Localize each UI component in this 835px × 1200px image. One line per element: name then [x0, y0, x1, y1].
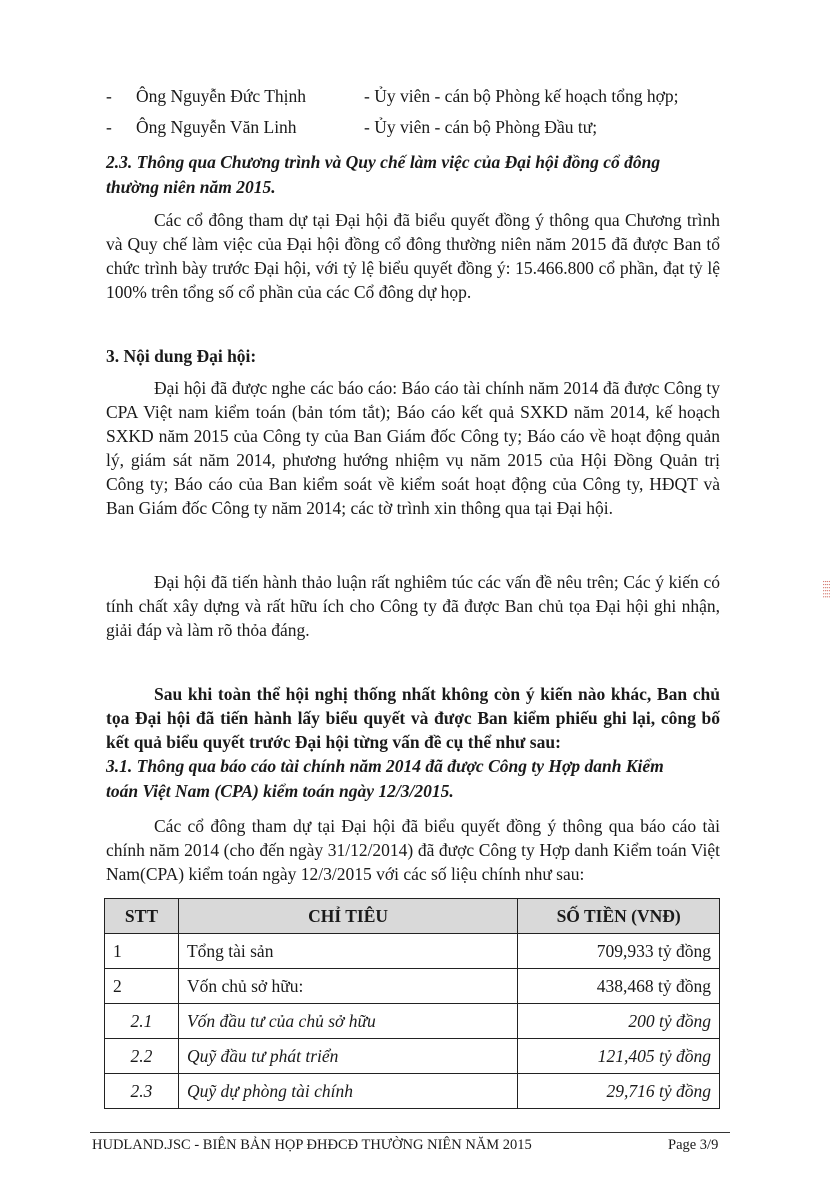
section-3-1-body: Các cổ đông tham dự tại Đại hội đã biểu quyết đồng ý thông qua báo cáo tài chính năm 2014 (cho đến ngày 31/12/2014) đã được Công ty Hợp danh Kiểm toán Việt Nam(CPA) kiểm toán ngày 12/3/2015 với các số liệu chính như sau: [106, 816, 720, 884]
row-indicator: Quỹ đầu tư phát triển [178, 1039, 517, 1074]
section-3-1-heading: 3.1. Thông qua báo cáo tài chính năm 2014 đã được Công ty Hợp danh Kiểm [106, 756, 664, 776]
header-amount: SỐ TIỀN (VNĐ) [518, 899, 720, 934]
section-3-para1: Đại hội đã được nghe các báo cáo: Báo cáo tài chính năm 2014 đã được Công ty CPA Việt nam kiểm toán (bản tóm tắt); Báo cáo kết quả SXKD năm 2014, kế hoạch SXKD năm 2015 của Công ty của Ban Giám đốc Công ty; Báo cáo về hoạt động quản lý, giám sát năm 2014, phương hướng nhiệm vụ năm 2015 của Hội Đồng Quản trị Công ty; Báo cáo của Ban kiểm soát về kiểm soát hoạt động của Công ty, HĐQT và Ban Giám đốc Công ty năm 2014; các tờ trình xin thông qua tại Đại hội. [106, 378, 720, 518]
margin-stamp-mark: ⁞⁞⁞⁞⁞⁞ [820, 580, 832, 599]
row-stt: 2.3 [105, 1074, 179, 1109]
member-role: - Ủy viên - cán bộ Phòng Đầu tư; [364, 117, 598, 137]
section-2-3-heading: 2.3. Thông qua Chương trình và Quy chế làm việc của Đại hội đồng cổ đông [106, 152, 661, 172]
footer-title: HUDLAND.JSC - BIÊN BẢN HỌP ĐHĐCĐ THƯỜNG NIÊN NĂM 2015 [92, 1137, 532, 1153]
section-2-3-heading-cont: thường niên năm 2015. [106, 177, 276, 197]
table-row [105, 969, 720, 1004]
row-indicator: Tổng tài sản [178, 934, 517, 969]
table-row [105, 1004, 720, 1039]
table-row [105, 1039, 720, 1074]
member-dash: - [106, 86, 112, 106]
row-amount: 438,468 tỷ đồng [518, 969, 720, 1004]
member-name: Ông Nguyễn Đức Thịnh [136, 86, 307, 106]
row-amount: 29,716 tỷ đồng [518, 1074, 720, 1109]
table-row [105, 1074, 720, 1109]
row-indicator: Vốn chủ sở hữu: [178, 969, 517, 1004]
row-indicator: Vốn đầu tư của chủ sở hữu [178, 1004, 517, 1039]
member-role: - Ủy viên - cán bộ Phòng kế hoạch tổng hợp; [364, 86, 679, 106]
page-number: Page 3/9 [668, 1137, 719, 1153]
row-stt: 2 [105, 969, 179, 1004]
member-name: Ông Nguyễn Văn Linh [136, 117, 297, 137]
header-indicator: CHỈ TIÊU [178, 899, 517, 934]
header-stt: STT [105, 899, 179, 934]
row-stt: 2.2 [105, 1039, 179, 1074]
member-dash: - [106, 117, 112, 137]
section-3-heading: 3. Nội dung Đại hội: [106, 346, 257, 366]
row-stt: 1 [105, 934, 179, 969]
row-amount: 121,405 tỷ đồng [518, 1039, 720, 1074]
row-stt: 2.1 [105, 1004, 179, 1039]
table-row [105, 934, 720, 969]
row-amount: 200 tỷ đồng [518, 1004, 720, 1039]
section-2-3-body: Các cổ đông tham dự tại Đại hội đã biểu quyết đồng ý thông qua Chương trình và Quy chế làm việc của Đại hội đồng cổ đông thường niên năm 2015 đã được Ban tổ chức trình bày trước Đại hội, với tỷ lệ biểu quyết đồng ý: 15.466.800 cổ phần, đạt tỷ lệ 100% trên tổng số cổ phần của các Cổ đông dự họp. [106, 210, 720, 302]
row-indicator: Quỹ dự phòng tài chính [178, 1074, 517, 1109]
row-amount: 709,933 tỷ đồng [518, 934, 720, 969]
footer-divider [90, 1132, 730, 1133]
section-3-para2: Đại hội đã tiến hành thảo luận rất nghiêm túc các vấn đề nêu trên; Các ý kiến có tính chất xây dựng và rất hữu ích cho Công ty đã được Ban chủ tọa Đại hội ghi nhận, giải đáp và làm rõ thỏa đáng. [106, 572, 720, 640]
section-3-1-heading-cont: toán Việt Nam (CPA) kiểm toán ngày 12/3/2015. [106, 781, 454, 801]
voting-intro: Sau khi toàn thể hội nghị thống nhất không còn ý kiến nào khác, Ban chủ tọa Đại hội đã tiến hành lấy biểu quyết và được Ban kiểm phiếu ghi lại, công bố kết quả biểu quyết trước Đại hội từng vấn đề cụ thể như sau: [106, 684, 720, 752]
table-header-row [105, 899, 720, 934]
financial-table [104, 898, 720, 1109]
